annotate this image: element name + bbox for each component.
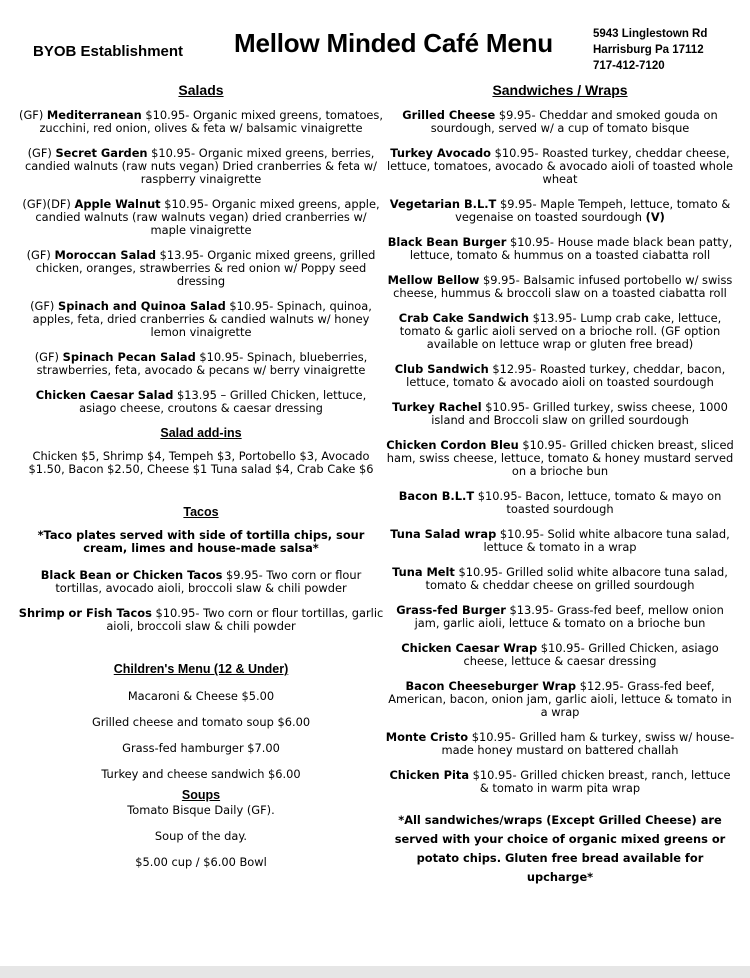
sandwich-item: Vegetarian B.L.T $9.95- Maple Tempeh, lettuce, tomato & vegenaise on toasted sourdough (V) [389, 197, 731, 224]
taco-name: Black Bean or Chicken Tacos [40, 568, 223, 582]
sandwich-name: Turkey Rachel [392, 400, 482, 414]
sandwich-item: Turkey Avocado $10.95- Roasted turkey, cheddar cheese, lettuce, tomatoes, avocado & avocado aioli of toasted whole wheat [387, 146, 733, 186]
sandwich-name: Tuna Salad wrap [390, 527, 497, 541]
children-item: Turkey and cheese sandwich $6.00 [101, 767, 301, 781]
vegan-marker: (V) [645, 210, 665, 224]
sandwich-item: Grass-fed Burger $13.95- Grass-fed beef, mellow onion jam, garlic aioli, lettuce & tomato on a brioche bun [396, 603, 724, 630]
sandwich-name: Turkey Avocado [390, 146, 492, 160]
menu-title: Mellow Minded Café Menu [234, 28, 553, 58]
tacos-note: *Taco plates served with side of tortilla chips, sour cream, limes and house-made salsa* [37, 528, 365, 555]
salad-item: (GF) Spinach and Quinoa Salad $10.95- Spinach, quinoa, apples, feta, dried cranberries & candied walnuts w/ honey lemon vinaigrette [30, 299, 372, 339]
salad-item: (GF) Mediterranean $10.95- Organic mixed greens, tomatoes, zucchini, red onion, olives & feta w/ balsamic vinaigrette [19, 108, 383, 135]
salad-name: Spinach Pecan Salad [62, 350, 196, 364]
sandwich-name: Grass-fed Burger [396, 603, 506, 617]
sandwich-name: Black Bean Burger [387, 235, 507, 249]
childrens-menu-heading: Children's Menu (12 & Under) [113, 662, 289, 676]
soup-prices: $5.00 cup / $6.00 Bowl [135, 855, 267, 869]
taco-item: Black Bean or Chicken Tacos $9.95- Two corn or flour tortillas, avocado aioli, broccoli slaw & chili powder [40, 568, 362, 595]
salad-name: Moroccan Salad [54, 248, 157, 262]
salads-heading: Salads [178, 82, 224, 98]
right-column [384, 84, 736, 887]
sandwich-item: Mellow Bellow $9.95- Balsamic infused portobello w/ swiss cheese, hummus & broccoli slaw on a toasted ciabatta roll [387, 273, 733, 300]
sandwich-item: Monte Cristo $10.95- Grilled ham & turkey, swiss w/ house-made honey mustard on battered challah [385, 730, 735, 757]
sandwich-name: Tuna Melt [392, 565, 455, 579]
salad-name: Mediterranean [46, 108, 142, 122]
sandwich-name: Club Sandwich [394, 362, 489, 376]
sandwich-name: Chicken Cordon Bleu [386, 438, 519, 452]
sandwiches-footnote: *All sandwiches/wraps (Except Grilled Cheese) are served with your choice of organic mixed greens or potato chips. Gluten free bread available for upcharge* [394, 813, 726, 884]
sandwich-name: Grilled Cheese [402, 108, 496, 122]
sandwich-item: Chicken Pita $10.95- Grilled chicken breast, ranch, lettuce & tomato in warm pita wrap [389, 768, 731, 795]
taco-name: Shrimp or Fish Tacos [18, 606, 152, 620]
children-item: Macaroni & Cheese $5.00 [127, 689, 275, 703]
salad-item: (GF) Spinach Pecan Salad $10.95- Spinach, blueberries, strawberries, feta, avocado & pecans w/ berry vinaigrette [34, 350, 368, 377]
sandwich-item: Crab Cake Sandwich $13.95- Lump crab cake, lettuce, tomato & garlic aioli served on a brioche roll. (GF option available on lettuce wrap or gluten free bread) [398, 311, 722, 351]
sandwich-name: Crab Cake Sandwich [398, 311, 530, 325]
sandwich-item: Turkey Rachel $10.95- Grilled turkey, swiss cheese, 1000 island and Broccoli slaw on grilled sourdough [392, 400, 728, 427]
children-item: Grass-fed hamburger $7.00 [122, 741, 280, 755]
sandwich-item: Tuna Melt $10.95- Grilled solid white albacore tuna salad, tomato & cheddar cheese on grilled sourdough [392, 565, 728, 592]
salad-item: Chicken Caesar Salad $13.95 – Grilled Chicken, lettuce, asiago cheese, croutons & caesar dressing [35, 388, 367, 415]
address-street: 5943 Linglestown Rd [593, 28, 708, 40]
address-city: Harrisburg Pa 17112 [593, 44, 704, 56]
byob-label: BYOB Establishment [33, 43, 184, 60]
sandwich-name: Chicken Pita [389, 768, 470, 782]
address-block [593, 26, 707, 74]
children-item: Grilled cheese and tomato soup $6.00 [91, 715, 311, 729]
salad-item: (GF) Secret Garden $10.95- Organic mixed greens, berries, candied walnuts (raw nuts vegan) Dried cranberries & feta w/ raspberry vinaigrette [25, 146, 377, 186]
soup-of-day: Soup of the day. [154, 829, 248, 843]
sandwich-name: Mellow Bellow [387, 273, 480, 287]
salad-name: Secret Garden [55, 146, 148, 160]
salad-name: Apple Walnut [74, 197, 161, 211]
sandwich-item: Bacon B.L.T $10.95- Bacon, lettuce, tomato & mayo on toasted sourdough [398, 489, 722, 516]
sandwich-name: Bacon Cheeseburger Wrap [405, 679, 577, 693]
sandwich-item: Grilled Cheese $9.95- Cheddar and smoked gouda on sourdough, served w/ a cup of tomato bisque [402, 108, 718, 135]
sandwich-name: Bacon B.L.T [398, 489, 475, 503]
salad-addins-text: Chicken $5, Shrimp $4, Tempeh $3, Portobello $3, Avocado $1.50, Bacon $2.50, Cheese $1 Tuna salad $4, Crab Cake $6 [28, 449, 374, 476]
sandwich-item: Chicken Caesar Wrap $10.95- Grilled Chicken, asiago cheese, lettuce & caesar dressing [401, 641, 719, 668]
sandwich-name: Vegetarian B.L.T [389, 197, 497, 211]
sandwich-name: Chicken Caesar Wrap [401, 641, 538, 655]
bottom-edge [0, 966, 750, 978]
soup-daily: Tomato Bisque Daily (GF). [127, 803, 275, 817]
left-column [16, 84, 386, 882]
salad-addins-heading: Salad add-ins [160, 426, 242, 440]
tacos-heading: Tacos [183, 505, 219, 519]
sandwich-name: Monte Cristo [385, 730, 469, 744]
salad-name: Chicken Caesar Salad [35, 388, 174, 402]
sandwiches-heading: Sandwiches / Wraps [492, 82, 628, 98]
phone-number: 717-412-7120 [593, 60, 665, 72]
sandwich-item: Club Sandwich $12.95- Roasted turkey, cheddar, bacon, lettuce, tomato & avocado aioli on toasted sourdough [394, 362, 726, 389]
sandwich-item: Black Bean Burger $10.95- House made black bean patty, lettuce, tomato & hummus on a toasted ciabatta roll [387, 235, 733, 262]
soups-heading: Soups [181, 788, 221, 802]
salad-item: (GF) Moroccan Salad $13.95- Organic mixed greens, grilled chicken, oranges, strawberries & red onion w/ Poppy seed dressing [26, 248, 376, 288]
salad-name: Spinach and Quinoa Salad [58, 299, 226, 313]
sandwich-item: Bacon Cheeseburger Wrap $12.95- Grass-fed beef, American, bacon, onion jam, garlic aioli, lettuce & tomato in a wrap [388, 679, 732, 719]
sandwich-item: Chicken Cordon Bleu $10.95- Grilled chicken breast, sliced ham, swiss cheese, lettuce, tomato & honey mustard served on a brioche bun [386, 438, 734, 478]
taco-item: Shrimp or Fish Tacos $10.95- Two corn or flour tortillas, garlic aioli, broccoli slaw & chili powder [18, 606, 384, 633]
sandwich-item: Tuna Salad wrap $10.95- Solid white albacore tuna salad, lettuce & tomato in a wrap [390, 527, 730, 554]
salad-item: (GF)(DF) Apple Walnut $10.95- Organic mixed greens, apple, candied walnuts (raw walnuts vegan) dried cranberries w/ maple vinaigrette [22, 197, 380, 237]
